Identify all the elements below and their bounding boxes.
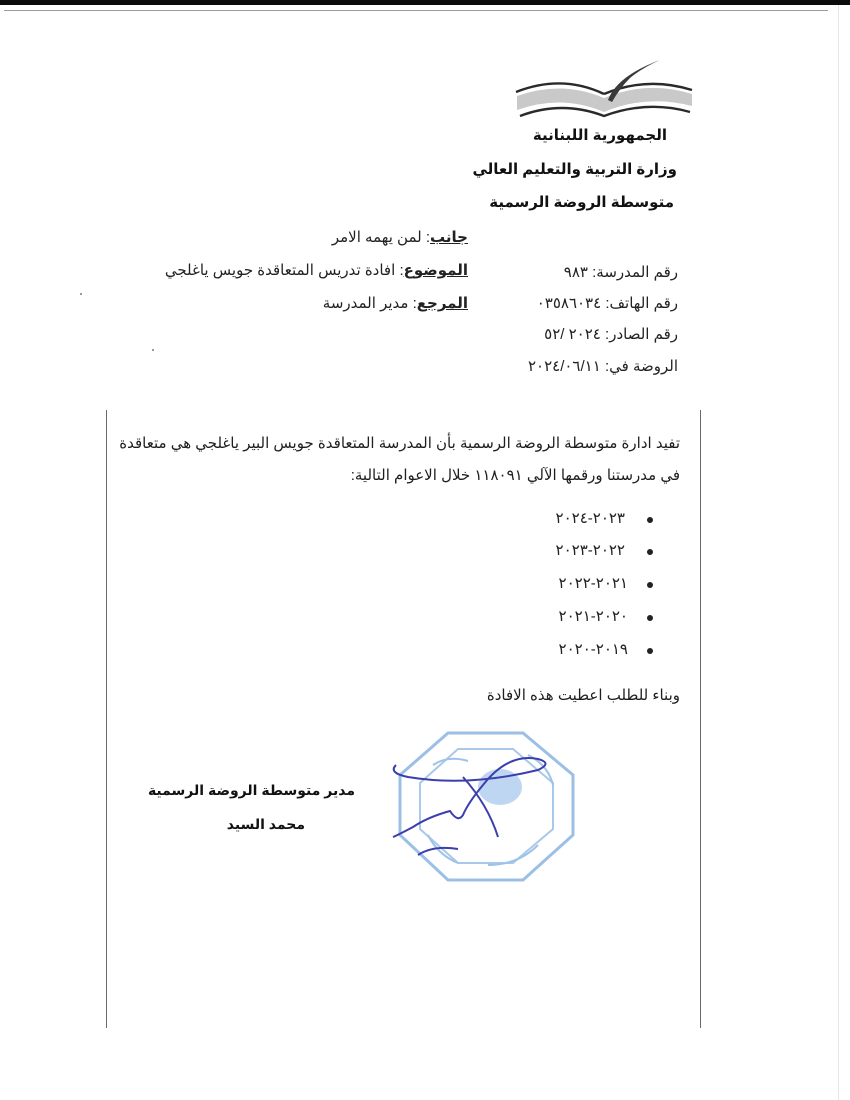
scan-right-edge — [838, 5, 839, 1100]
subject-value: : افادة تدريس المتعاقدة جويس ياغلجي — [164, 262, 404, 279]
closing-line: وبناء للطلب اعطيت هذه الافادة — [486, 687, 680, 704]
country-name: الجمهورية اللبنانية — [532, 127, 667, 144]
signatory-title: مدير متوسطة الروضة الرسمية — [147, 782, 355, 798]
reference-label: المرجع — [416, 295, 468, 312]
phone-number: رقم الهاتف: ٠٣٥٨٦٠٣٤ — [536, 295, 678, 312]
ministry-name: وزارة التربية والتعليم العالي — [472, 161, 677, 178]
recipient-value: : لمن يهمه الامر — [331, 229, 431, 246]
school-number: رقم المدرسة: ٩٨٣ — [563, 264, 678, 281]
year-range: ٢٠٢١-٢٠٢٢ — [558, 575, 628, 592]
ministry-book-logo-icon — [512, 58, 697, 120]
year-range: ٢٠٢٢-٢٠٢٣ — [555, 542, 625, 559]
bullet-icon — [647, 615, 653, 621]
official-stamp-icon — [388, 725, 583, 885]
year-range: ٢٠١٩-٢٠٢٠ — [558, 641, 628, 658]
recipient-line — [332, 228, 468, 246]
body-line-2: في مدرستنا ورقمها الآلي ١١٨٠٩١ خلال الاعوام التالية: — [350, 467, 680, 484]
reference-value: : مدير المدرسة — [322, 295, 417, 312]
reference-line — [323, 294, 468, 312]
subject-line — [165, 261, 468, 279]
signatory-name: محمد السيد — [226, 816, 305, 832]
scan-speck — [152, 349, 154, 351]
scan-top-line — [4, 10, 828, 11]
issue-date: الروضة في: ٢٠٢٤/٠٦/١١ — [527, 358, 678, 375]
bullet-icon — [647, 517, 653, 523]
signature-stroke — [393, 758, 546, 855]
school-name: متوسطة الروضة الرسمية — [489, 194, 674, 211]
subject-label: الموضوع — [403, 262, 468, 279]
bullet-icon — [647, 549, 653, 555]
frame-left-line — [106, 410, 107, 1028]
recipient-label: جانب — [430, 229, 468, 246]
bullet-icon — [647, 648, 653, 654]
frame-right-line — [700, 410, 701, 1028]
year-range: ٢٠٢٣-٢٠٢٤ — [555, 510, 625, 527]
outgoing-number: رقم الصادر: ٢٠٢٤ /٥٢ — [544, 326, 678, 343]
scan-speck — [80, 293, 82, 295]
scan-top-edge — [0, 0, 850, 5]
body-line-1: تفيد ادارة متوسطة الروضة الرسمية بأن المدرسة المتعاقدة جويس البير ياغلجي هي متعاقدة — [119, 435, 680, 452]
year-range: ٢٠٢٠-٢٠٢١ — [558, 608, 628, 625]
bullet-icon — [647, 582, 653, 588]
